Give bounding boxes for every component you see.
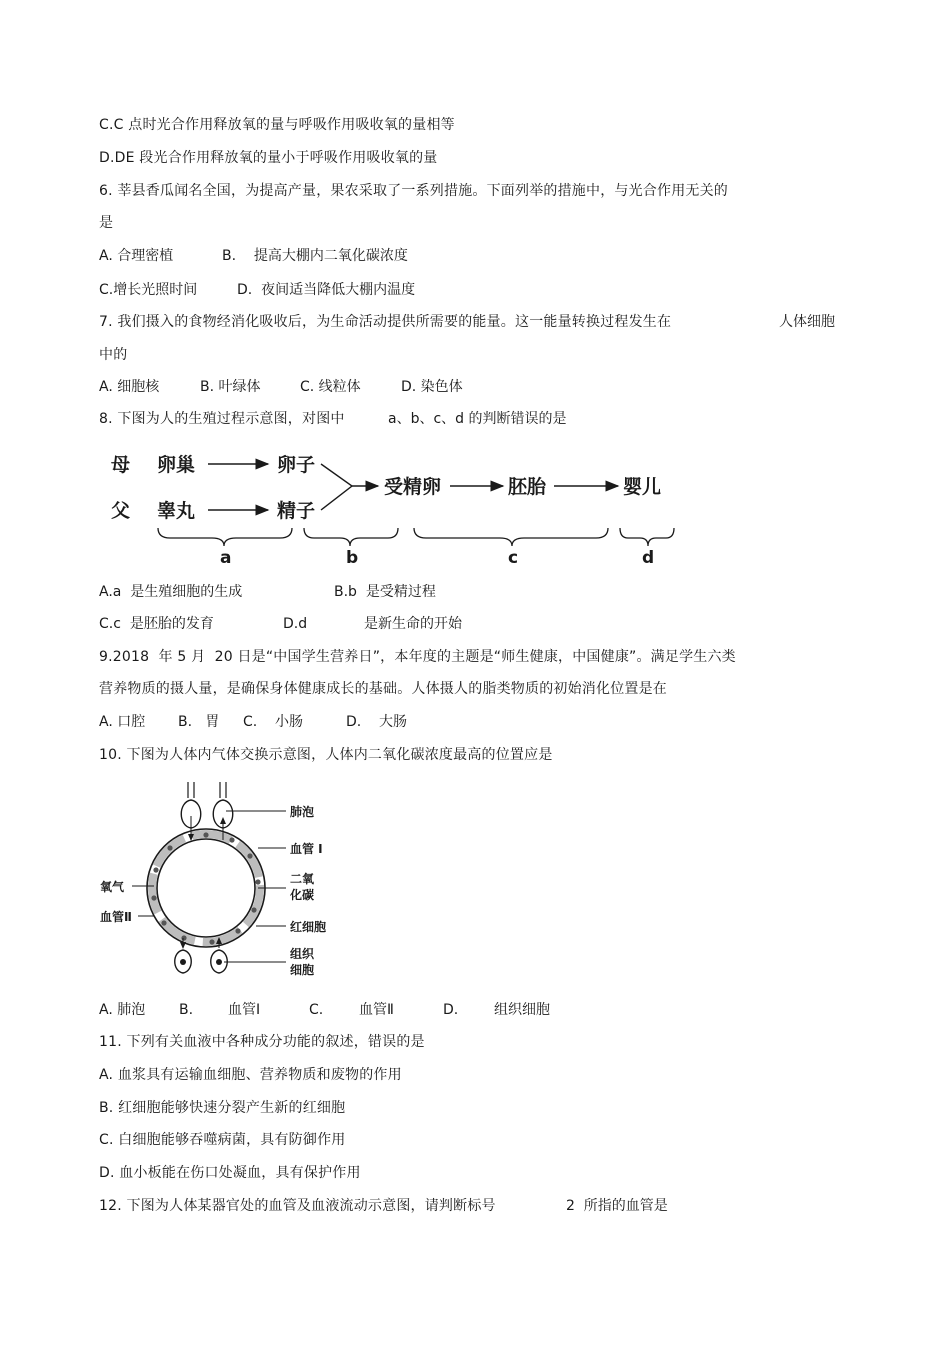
- q6-option-b: B. 提高大棚内二氧化碳浓度: [222, 248, 408, 264]
- reproduction-diagram: [100, 442, 700, 572]
- q9-option-b: B. 胃: [178, 714, 220, 730]
- brace-label-c: c: [508, 548, 519, 568]
- label-sperm: 精子: [277, 500, 316, 522]
- label-co2-line1: 二氧: [290, 872, 315, 886]
- q7-option-d: D. 染色体: [401, 379, 463, 395]
- q9-stem: 9.2018 年 5 月 20 日是“中国学生营养日”，本年度的主题是“师生健康，中国健康”。满足学生六类: [99, 649, 736, 665]
- q10-stem: 10. 下图为人体内气体交换示意图，人体内二氧化碳浓度最高的位置应是: [99, 747, 553, 763]
- q9-option-c: C. 小肠: [243, 714, 304, 730]
- q10-option-c-text: 血管Ⅱ: [359, 1002, 394, 1018]
- q9-option-a: A. 口腔: [99, 714, 146, 730]
- label-vessel-1: 血管 I: [290, 842, 323, 856]
- q11-option-b: B. 红细胞能够快速分裂产生新的红细胞: [99, 1100, 346, 1116]
- gas-exchange-diagram: [98, 778, 348, 988]
- label-co2-line2: 化碳: [290, 888, 315, 902]
- label-ovary: 卵巢: [157, 454, 196, 476]
- q7-stem-cont: 中的: [99, 347, 128, 363]
- q8-option-a: A.a 是生殖细胞的生成: [99, 584, 243, 600]
- q8-stem: 8. 下图为人的生殖过程示意图，对图中: [99, 411, 345, 427]
- q8-option-d: D.d: [283, 616, 308, 632]
- label-rbc: 红细胞: [290, 920, 327, 934]
- q11-stem: 11. 下列有关血液中各种成分功能的叙述，错误的是: [99, 1034, 425, 1050]
- q6-stem-cont: 是: [99, 215, 114, 231]
- q8-stem-end: a、b、c、d 的判断错误的是: [388, 411, 567, 427]
- label-oxygen: 氧气: [100, 880, 125, 894]
- label-embryo: 胚胎: [508, 476, 547, 498]
- option-c-q5: C.C 点时光合作用释放氧的量与呼吸作用吸收氧的量相等: [99, 117, 455, 133]
- label-mother: 母: [111, 454, 131, 476]
- q7-option-a: A. 细胞核: [99, 379, 160, 395]
- brace-label-a: a: [220, 548, 232, 568]
- q7-option-c: C. 线粒体: [300, 379, 361, 395]
- label-alveolus: 肺泡: [290, 805, 315, 819]
- label-testis: 睾丸: [157, 500, 196, 522]
- q6-option-a: A. 合理密植: [99, 248, 174, 264]
- q6-option-d: D. 夜间适当降低大棚内温度: [237, 282, 416, 298]
- label-baby: 婴儿: [623, 476, 662, 498]
- q10-option-d-text: 组织细胞: [494, 1002, 550, 1018]
- q12-stem: 12. 下图为人体某器官处的血管及血液流动示意图，请判断标号: [99, 1198, 496, 1214]
- q10-option-a: A. 肺泡: [99, 1002, 146, 1018]
- q6-option-c: C.增长光照时间: [99, 282, 198, 298]
- q9-option-d: D. 大肠: [346, 714, 408, 730]
- q11-option-a: A. 血浆具有运输血细胞、营养物质和废物的作用: [99, 1067, 402, 1083]
- option-d-q5: D.DE 段光合作用释放氧的量小于呼吸作用吸收氧的量: [99, 150, 438, 166]
- q10-option-b: B.: [179, 1002, 194, 1018]
- q11-option-d: D. 血小板能在伤口处凝血，具有保护作用: [99, 1165, 361, 1181]
- label-tissue-line2: 细胞: [290, 963, 315, 977]
- q7-option-b: B. 叶绿体: [200, 379, 261, 395]
- q6-stem: 6. 莘县香瓜闻名全国，为提高产量，果农采取了一系列措施。下面列举的措施中，与光合作用无关的: [99, 183, 729, 199]
- q10-option-b-text: 血管Ⅰ: [228, 1002, 261, 1018]
- q11-option-c: C. 白细胞能够吞噬病菌，具有防御作用: [99, 1132, 346, 1148]
- q7-stem: 7. 我们摄入的食物经消化吸收后，为生命活动提供所需要的能量。这一能量转换过程发生在: [99, 314, 672, 330]
- q10-option-d: D.: [443, 1002, 459, 1018]
- label-tissue-line1: 组织: [290, 947, 315, 961]
- q8-option-c: C.c 是胚胎的发育: [99, 616, 214, 632]
- q8-option-b: B.b 是受精过程: [334, 584, 436, 600]
- label-egg: 卵子: [277, 454, 316, 476]
- q12-stem-end: 2 所指的血管是: [566, 1198, 668, 1214]
- brace-label-d: d: [642, 548, 655, 568]
- label-vessel-2: 血管Ⅱ: [100, 910, 132, 924]
- label-father: 父: [111, 500, 131, 522]
- q7-stem-end: 人体细胞: [779, 314, 835, 330]
- q10-option-c: C.: [309, 1002, 324, 1018]
- q8-option-d-text: 是新生命的开始: [364, 616, 462, 632]
- label-zygote: 受精卵: [384, 476, 442, 498]
- q9-stem-cont: 营养物质的摄人量，是确保身体健康成长的基础。人体摄人的脂类物质的初始消化位置是在: [99, 681, 667, 697]
- brace-label-b: b: [346, 548, 359, 568]
